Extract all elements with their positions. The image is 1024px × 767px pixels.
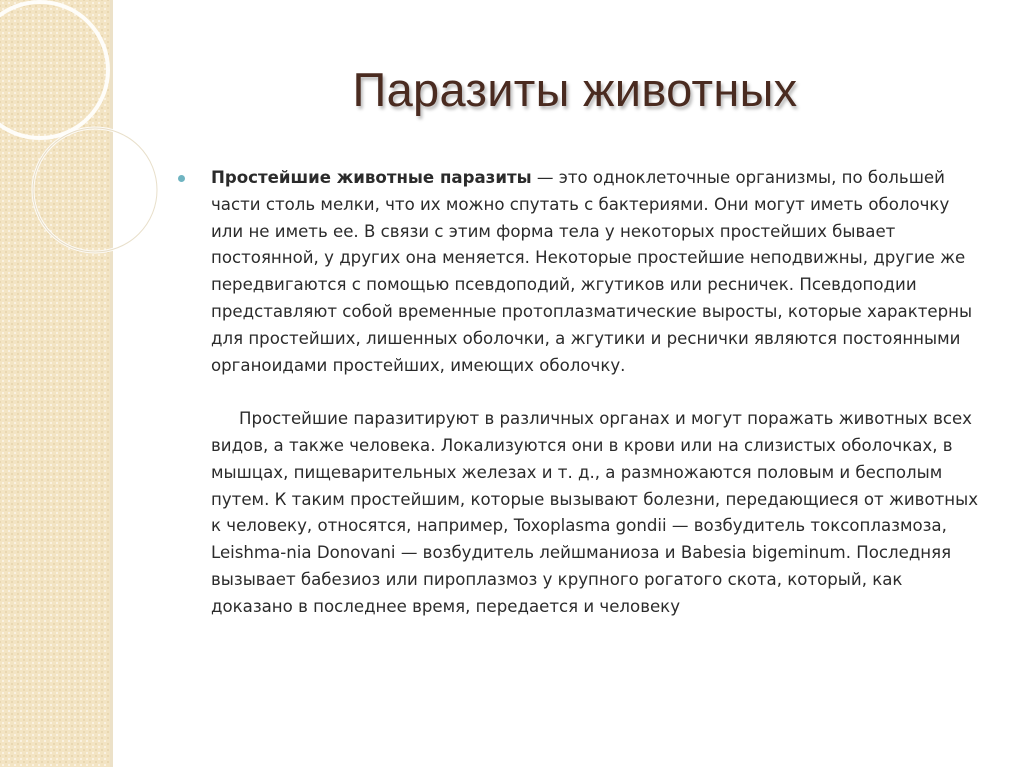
paragraph-1-text: — это одноклеточные организмы, по большей части столь мелки, что их можно спутать с бактериями. Они могут иметь оболочку или не иметь ее. В связи с этим форма тела у некоторых простейших бывает постоянной, у других она меняется. Некоторые простейшие неподвижны, другие же передвигаются с помощью псевдоподий, жгутиков или ресничек. Псевдоподии представляют собой временные протоплазматические выросты, которые характерны для простейших, лишенных оболочки, а жгутики и реснички являются постоянными органоидами простейших, имеющих оболочку. bbox=[211, 168, 973, 375]
slide-title: Паразиты животных bbox=[352, 63, 798, 116]
decorative-circle-small bbox=[33, 128, 157, 252]
paragraph-1-bold-lead: Простейшие животные паразиты bbox=[211, 168, 532, 187]
decorative-circles bbox=[0, 0, 200, 300]
slide-content bbox=[178, 165, 983, 621]
decorative-circle-large bbox=[0, 2, 108, 138]
bullet-icon bbox=[178, 175, 185, 182]
paragraph-2 bbox=[211, 406, 983, 620]
paragraph-1 bbox=[211, 165, 983, 379]
paragraph-2-text: Простейшие паразитируют в различных органах и могут поражать животных всех видов, а также человека. Локализуются они в крови или на слизистых оболочках, в мышцах, пищеварительных железах и т. д., а размножаются половым и бесполым путем. К таким простейшим, которые вызывают болезни, передающиеся от животных к человеку, относятся, например, Toxoplasma gondii — возбудитель токсоплазмоза, Leishma-nia Donovani — возбудитель лейшманиоза и Babesia bigeminum. Последняя вызывает бабезиоз или пироплазмоз у крупного рогатого скота, который, как доказано в последнее время, передается и человеку bbox=[211, 409, 979, 616]
